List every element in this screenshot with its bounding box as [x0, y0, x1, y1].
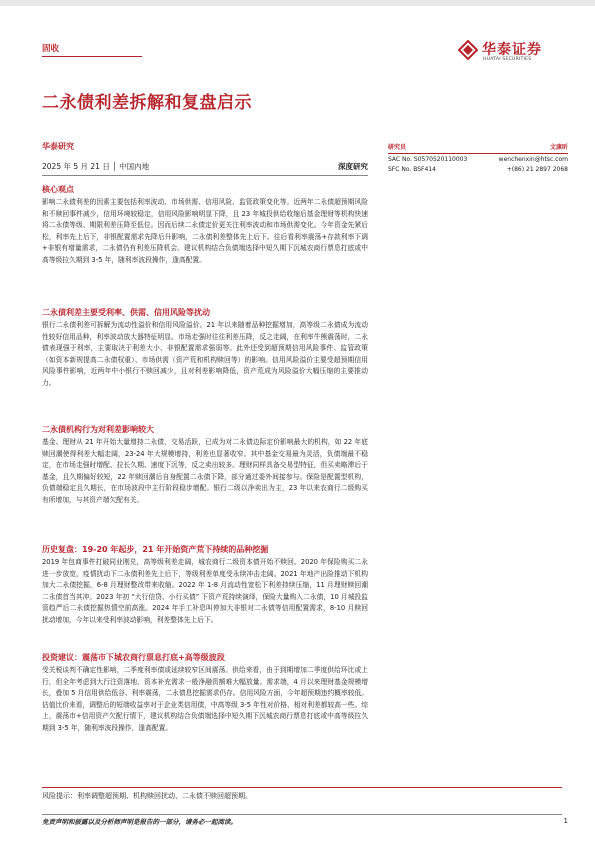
logo-text-cn: 华泰证券: [482, 42, 542, 58]
section-heading: 二永债利差主要受利率、供需、信用风险等扰动: [42, 308, 210, 317]
category-underline: [42, 56, 142, 57]
analyst-divider: [388, 153, 568, 154]
disclaimer: 免责声明和披露以及分析师声明是报告的一部分，请务必一起阅读。: [42, 818, 237, 826]
section-heading: 历史复盘：19-20 年起步，21 年开始资产荒下持续的品种挖掘: [42, 545, 269, 554]
analyst-sfc: SFC No. BSF414: [388, 166, 436, 173]
brand-logo: [458, 38, 568, 66]
research-label: 华泰研究: [42, 142, 74, 151]
report-title: 二永债利差拆解和复盘启示: [42, 93, 252, 113]
header-divider: [42, 175, 368, 176]
section-heading: 投资建议：震荡市下城农商行票息打底+高等级波段: [42, 653, 225, 662]
section-body: 2019 年包商事件打破同业刚兑，高等级利差走阔，城农商行二级资本债开始不赎回。2020 年保险购买二永进一步放宽，疫情扰动下二永债利差先上后下，等级利差单度受永续冲击走阔。2021 年地产出险推动下机构加大二永债挖掘，6-8 月理财整改带来收缩。2022 年 1-8 月流动性宽松下利差持续压缩，11 月理财赎回潮二永债首当其冲。2023 年初 “大行信贷、小行买债” 下资产荒持续演绎，保险大量购入二永债，10 月城投监管趋严后二永债挖掘热情空前高涨。2024 年手工补息叫停加大非银对二永债等信用配置需求，8-10 月赎回扰动增加，今年以来受利率波动影响，利差整体先上后下。: [42, 558, 368, 624]
section-body: 影响二永债利差的因素主要包括利率波动、市场供需、信用风险、监管政策变化等。近两年二永债超预期风险和不赎回事件减少，信用环境较稳定，信用风险影响明显下降，且 23 年城投供给收缩后基金理财等机构快速将二永债等级、期限利差压降至低位。因而后续二永债定价更关注利率波动和市场供需变化。今年资金先紧后松，利率先上后下，非银配置需求先降后升影响，二永债利差整体先上后下。往后看利率震荡+存款利率下调+非银有增量需求，二永债仍有利差压降机会。建议机构结合负债端选择中短久期下沉城农商行票息打底或中高等级拉久期到 3-5 年，随利率波段操作，逢高配置。: [42, 198, 368, 264]
page-number: 1: [563, 817, 568, 825]
section-heading: 二永债机构行为对利差影响较大: [42, 425, 154, 434]
category-tag: 固收: [42, 44, 60, 54]
section-body: 基金、理财从 21 年开始大量增持二永债，交易活跃，已成为对二永债边际定价影响最大的机构，如 22 年底赎回潮使得利差大幅走阔，23-24 年大规模增持，利差也显著收窄。其中基金交易最为灵活，负债端最不稳定，在市场走强时增配、拉长久期、速度下沉等，反之卖出较多。理财同样具备交易型特征，但买卖略滞后于基金，且久期偏好较短，22 年赎回潮后自身配置二永债下降，部分通过委外间接参与。保险是配置型机构，负债端稳定且久期长，在市场波段中主行阶段稳步增配。银行二级以净卖出为主，23 年以来农商行二级购买有所增加，与其资产端欠配有关。: [42, 438, 368, 504]
footer-divider: [42, 814, 562, 815]
analyst-name: 文康昕: [549, 144, 568, 151]
report-date: 2025 年 5 月 21 日 │ 中国内地: [42, 162, 150, 171]
analyst-phone: +(86) 21 2897 2068: [506, 166, 568, 173]
analyst-email[interactable]: wenchenxin@htsc.com: [498, 156, 568, 163]
logo-text-en: HUATAI SECURITIES: [483, 57, 532, 62]
analyst-sac: SAC No. S0570520110003: [388, 156, 468, 163]
risk-divider: [42, 787, 562, 788]
logo-mark-icon: [458, 40, 478, 60]
risk-warning: 风险提示：利率调整超预期、机构赎回扰动、二永债不赎回超预期。: [42, 792, 252, 800]
report-type: 深度研究: [338, 162, 368, 171]
top-strip: [0, 0, 595, 6]
section-body: 银行二永债利差可拆解为流动性溢价和信用风险溢价。21 年以来随着品种挖掘增加，高等级二永债成为流动性较好信用品种，利率波动放大器特征明显。市场走强时往往利差压降，反之走阔，在利率牛熊震荡时，二永债表现强于利率，主要取决于利差大小、非银配置需求强弱等。此外还受到超预期信用风险事件、监管政策（如资本新规提高二永债权重）、市场供需（资产荒和机构赎回等）的影响。信用风险溢价主要受超预期信用风险事件影响，近两年中小银行不赎回减少，且对利差影响降低，资产荒成为风险溢价大幅压缩的主要推动力。: [42, 321, 368, 387]
section-heading: 核心观点: [42, 185, 74, 194]
analyst-role: 研究员: [388, 144, 407, 151]
section-body: 受关税谈判不确定性影响，二季度利率债或延续较窄区间震荡。供给来看，由于到期增加二季度供给环比或上行，但全年考虑到大行注资落地、资本补充需求一般净融资额难大幅放量。需求端，4 月以来理财基金规模增长，叠加 5 月信用供给低谷、利率震荡，二永债息挖掘需求仍存。信用风险方面，今年超预期违约概率较低。估值比价来看，调整后的短端收益率对于企业类信用债，中高等级 3-5 年性对价格、相对利差都较高一些。综上，震荡市+信用资产欠配行情下，建议机构结合负债端选择中短久期下沉城农商行票息打底或中高等级拉久期到 3-5 年，随利率波段操作，逢高配置。: [42, 666, 368, 732]
analyst-block: [388, 142, 568, 176]
